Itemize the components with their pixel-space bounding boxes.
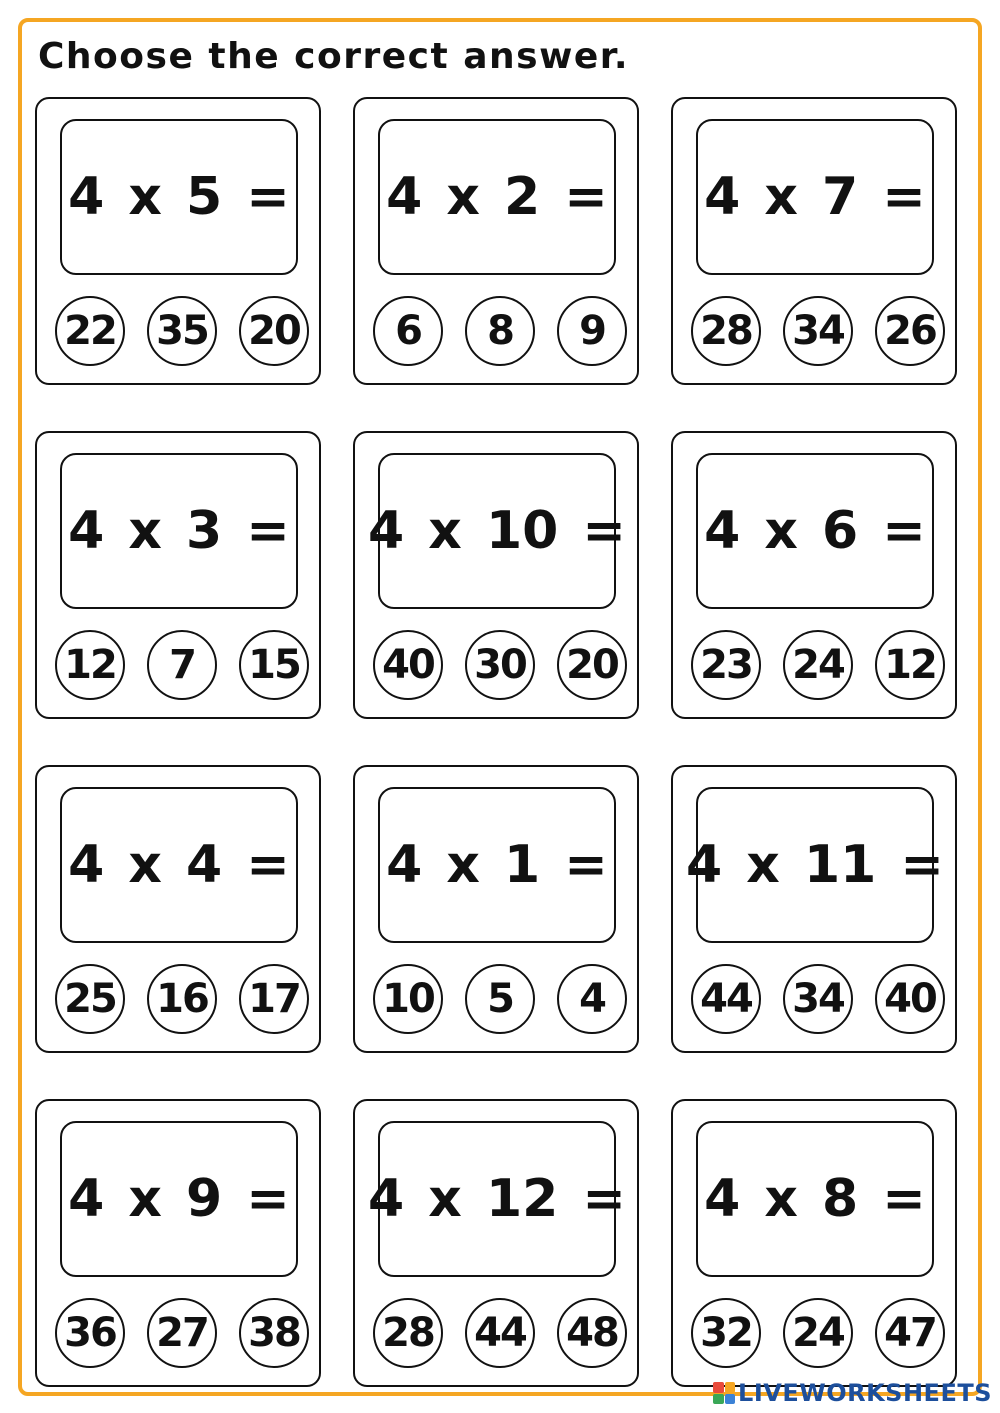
equation-box (686, 787, 944, 943)
answer-options (373, 295, 627, 367)
answer-option[interactable]: 12 (875, 630, 945, 700)
equation-box (368, 1121, 626, 1277)
answer-option[interactable]: 47 (875, 1298, 945, 1368)
answer-option[interactable]: 44 (465, 1298, 535, 1368)
questions-grid (35, 97, 957, 1387)
equation-box (696, 1121, 934, 1277)
answer-option[interactable]: 32 (691, 1298, 761, 1368)
question-card (353, 431, 639, 719)
answer-option[interactable]: 28 (373, 1298, 443, 1368)
answer-option[interactable]: 34 (783, 964, 853, 1034)
equation-text: 4 x 11 = (686, 835, 944, 895)
answer-option[interactable]: 5 (465, 964, 535, 1034)
answer-options (373, 963, 627, 1035)
question-card (353, 97, 639, 385)
answer-option[interactable]: 40 (373, 630, 443, 700)
answer-option[interactable]: 23 (691, 630, 761, 700)
answer-option[interactable]: 24 (783, 1298, 853, 1368)
answer-option[interactable]: 30 (465, 630, 535, 700)
equation-text: 4 x 5 = (68, 167, 290, 227)
answer-option[interactable]: 20 (239, 296, 309, 366)
logo-square (725, 1382, 736, 1393)
answer-option[interactable]: 27 (147, 1298, 217, 1368)
equation-box (378, 787, 616, 943)
answer-options (691, 1297, 945, 1369)
answer-option[interactable]: 7 (147, 630, 217, 700)
answer-option[interactable]: 15 (239, 630, 309, 700)
equation-text: 4 x 8 = (704, 1169, 926, 1229)
answer-option[interactable]: 9 (557, 296, 627, 366)
equation-box (60, 787, 298, 943)
equation-box (368, 453, 626, 609)
answer-options (373, 1297, 627, 1369)
logo-square (725, 1394, 736, 1405)
answer-option[interactable]: 6 (373, 296, 443, 366)
equation-box (696, 119, 934, 275)
answer-option[interactable]: 17 (239, 964, 309, 1034)
question-card (35, 97, 321, 385)
question-card (35, 431, 321, 719)
question-card (671, 765, 957, 1053)
equation-box (60, 1121, 298, 1277)
question-card (671, 1099, 957, 1387)
equation-text: 4 x 3 = (68, 501, 290, 561)
answer-option[interactable]: 44 (691, 964, 761, 1034)
equation-text: 4 x 10 = (368, 501, 626, 561)
question-card (35, 1099, 321, 1387)
page-title: Choose the correct answer. (38, 36, 630, 77)
answer-option[interactable]: 35 (147, 296, 217, 366)
equation-text: 4 x 9 = (68, 1169, 290, 1229)
answer-option[interactable]: 48 (557, 1298, 627, 1368)
answer-option[interactable]: 24 (783, 630, 853, 700)
answer-options (691, 963, 945, 1035)
logo-square (713, 1394, 724, 1405)
answer-option[interactable]: 8 (465, 296, 535, 366)
answer-options (55, 1297, 309, 1369)
brand-logo-icon (713, 1382, 735, 1404)
equation-box (60, 119, 298, 275)
answer-option[interactable]: 36 (55, 1298, 125, 1368)
answer-options (55, 963, 309, 1035)
question-card (35, 765, 321, 1053)
question-card (353, 1099, 639, 1387)
answer-option[interactable]: 34 (783, 296, 853, 366)
answer-option[interactable]: 22 (55, 296, 125, 366)
answer-option[interactable]: 12 (55, 630, 125, 700)
brand-text: LIVEWORKSHEETS (738, 1379, 992, 1407)
equation-text: 4 x 6 = (704, 501, 926, 561)
answer-options (691, 295, 945, 367)
answer-option[interactable]: 4 (557, 964, 627, 1034)
answer-option[interactable]: 38 (239, 1298, 309, 1368)
answer-options (55, 295, 309, 367)
answer-option[interactable]: 40 (875, 964, 945, 1034)
equation-text: 4 x 4 = (68, 835, 290, 895)
answer-option[interactable]: 10 (373, 964, 443, 1034)
liveworksheets-logo (713, 1379, 992, 1407)
answer-option[interactable]: 16 (147, 964, 217, 1034)
logo-square (713, 1382, 724, 1393)
equation-box (378, 119, 616, 275)
answer-option[interactable]: 20 (557, 630, 627, 700)
equation-box (60, 453, 298, 609)
question-card (353, 765, 639, 1053)
answer-options (55, 629, 309, 701)
equation-text: 4 x 7 = (704, 167, 926, 227)
answer-options (373, 629, 627, 701)
answer-option[interactable]: 28 (691, 296, 761, 366)
answer-option[interactable]: 26 (875, 296, 945, 366)
question-card (671, 97, 957, 385)
answer-options (691, 629, 945, 701)
equation-box (696, 453, 934, 609)
equation-text: 4 x 2 = (386, 167, 608, 227)
answer-option[interactable]: 25 (55, 964, 125, 1034)
equation-text: 4 x 1 = (386, 835, 608, 895)
equation-text: 4 x 12 = (368, 1169, 626, 1229)
question-card (671, 431, 957, 719)
